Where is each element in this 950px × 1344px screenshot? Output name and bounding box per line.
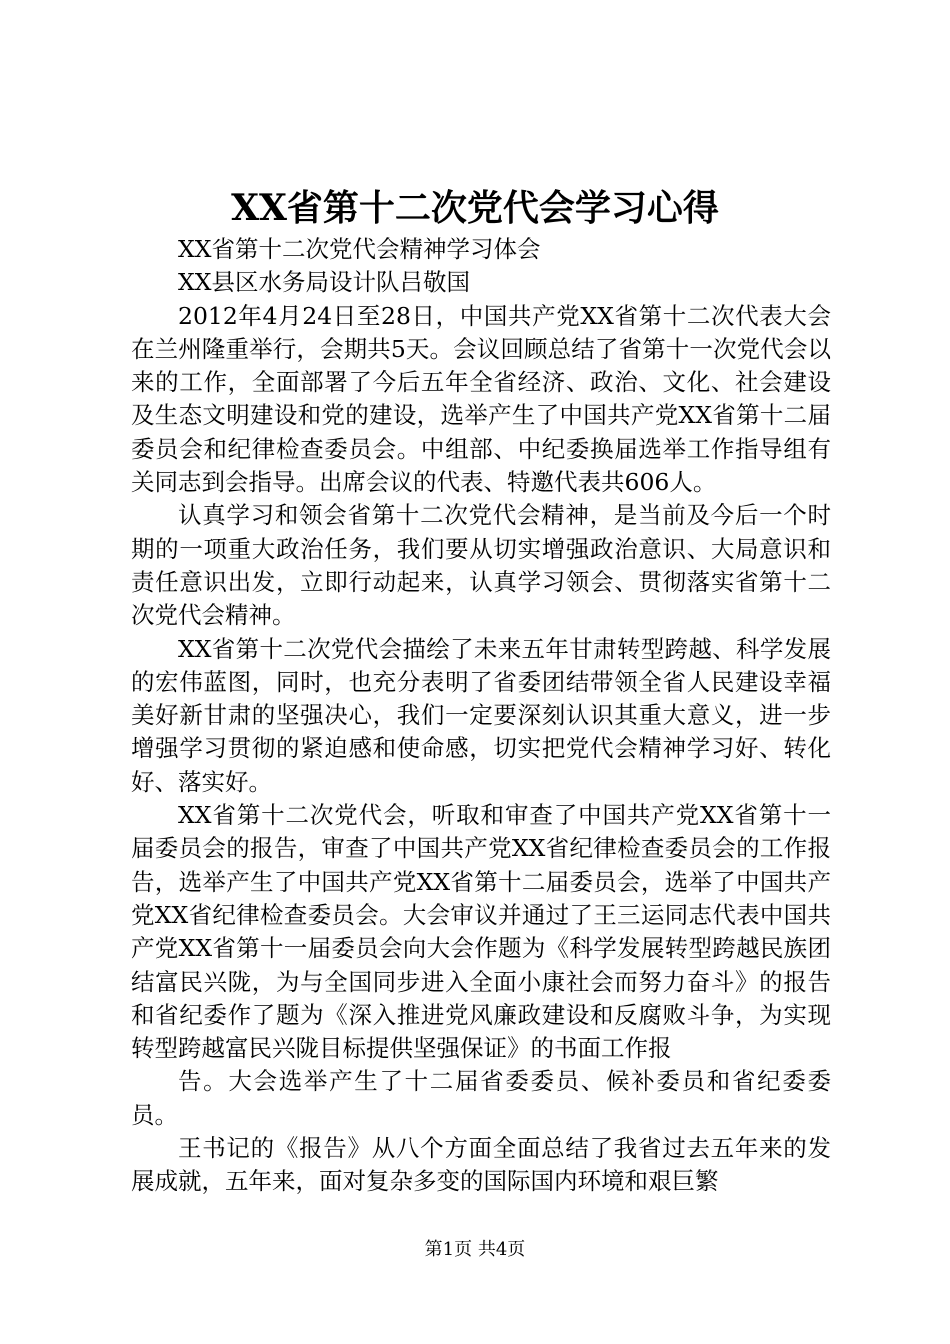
paragraph: 认真学习和领会省第十二次党代会精神，是当前及今后一个时期的一项重大政治任务，我们要从切实增强政治意识、大局意识和责任意识出发，立即行动起来，认真学习领会、贯彻落实省第十二次党代会精神。 bbox=[131, 501, 831, 630]
paragraph: XX县区水务局设计队吕敬国 bbox=[178, 268, 470, 297]
paragraph: XX省第十二次党代会，听取和审查了中国共产党XX省第十一届委员会的报告，审查了中国共产党XX省纪律检查委员会的工作报告，选举产生了中国共产党XX省第十二届委员会，选举了中国共产党XX省纪律检查委员会。大会审议并通过了王三运同志代表中国共产党XX省第十一届委员会向大会作题为《科学发展转型跨越民族团结富民兴陇，为与全国同步进入全面小康社会而努力奋斗》的报告和省纪委作了题为《深入推进党风廉政建设和反腐败斗争，为实现转型跨越富民兴陇目标提供坚强保证》的书面工作报 bbox=[131, 801, 831, 1063]
paragraph: 告。大会选举产生了十二届省委委员、候补委员和省纪委委员。 bbox=[131, 1067, 831, 1129]
document-title: XX省第十二次党代会学习心得 bbox=[231, 187, 719, 229]
paragraph: 2012年4月24日至28日，中国共产党XX省第十二次代表大会在兰州隆重举行，会期共5天。会议回顾总结了省第十一次党代会以来的工作，全面部署了今后五年全省经济、政治、文化、社会建设及生态文明建设和党的建设，选举产生了中国共产党XX省第十二届委员会和纪律检查委员会。中组部、中纪委换届选举工作指导组有关同志到会指导。出席会议的代表、特邀代表共606人。 bbox=[131, 301, 831, 497]
paragraph: 王书记的《报告》从八个方面全面总结了我省过去五年来的发展成就，五年来，面对复杂多变的国际国内环境和艰巨繁 bbox=[131, 1134, 831, 1196]
paragraph: XX省第十二次党代会描绘了未来五年甘肃转型跨越、科学发展的宏伟蓝图，同时，也充分表明了省委团结带领全省人民建设幸福美好新甘肃的坚强决心，我们一定要深刻认识其重大意义，进一步增强学习贯彻的紧迫感和使命感，切实把党代会精神学习好、转化好、落实好。 bbox=[131, 634, 831, 796]
paragraph: XX省第十二次党代会精神学习体会 bbox=[178, 235, 541, 263]
document-body bbox=[131, 233, 831, 1199]
page-footer: 第1页 共4页 bbox=[424, 1239, 526, 1260]
